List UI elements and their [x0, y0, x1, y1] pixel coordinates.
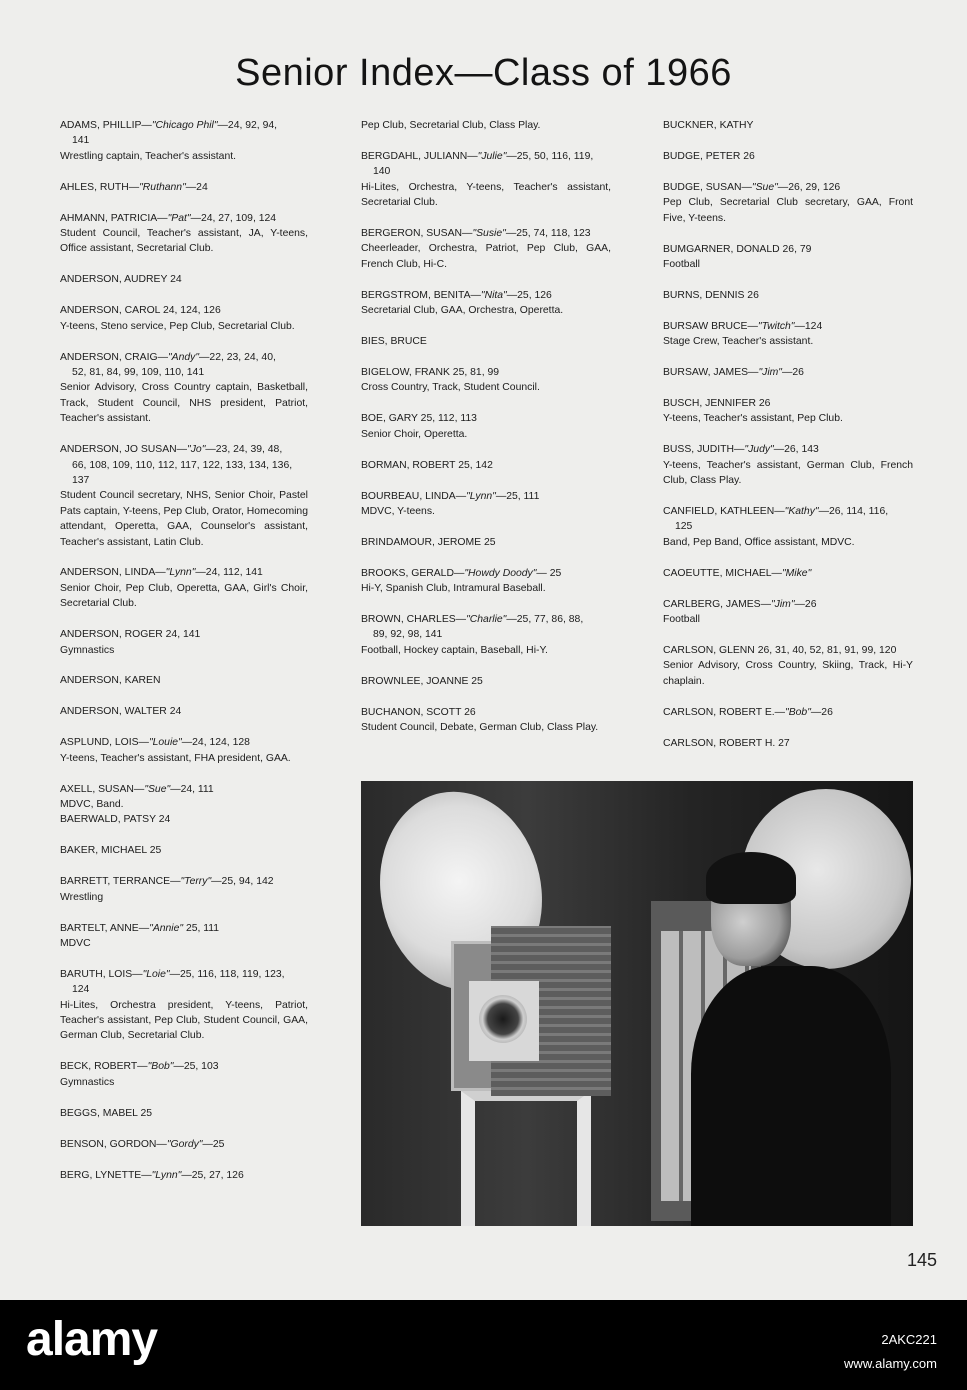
entry-nickname: "Kathy" — [784, 506, 819, 517]
index-entry — [361, 118, 611, 133]
entry-activities: Student Council secretary, NHS, Senior Choir, Pastel Pats captain, Y-teens, Pep Club, Orator, Homecoming attendant, Operetta, GAA, Counselor's assistant, Teacher's assistant, Latin Club. — [60, 490, 308, 548]
entry-activities: Wrestling captain, Teacher's assistant. — [60, 150, 237, 162]
index-entry — [60, 442, 308, 550]
entry-nickname: "Chicago Phil" — [151, 120, 218, 131]
index-entry — [663, 396, 913, 427]
entry-name-text: BROOKS, GERALD— — [361, 567, 465, 579]
entry-pages: —24, 27, 109, 124 — [190, 212, 277, 224]
entry-name-text: BROWN, CHARLES— — [361, 614, 467, 626]
entry-pages: —124 — [794, 320, 823, 332]
entry-pages: —25, 27, 126 — [181, 1169, 244, 1181]
entry-name-text: BARTELT, ANNE— — [60, 922, 150, 934]
index-entry — [60, 180, 308, 195]
entry-name — [60, 1059, 308, 1074]
entry-nickname: "Bob" — [785, 706, 811, 718]
entry-name: BAERWALD, PATSY 24 — [60, 814, 171, 826]
entry-name — [663, 396, 913, 411]
entry-name — [361, 674, 611, 689]
entry-name — [60, 442, 308, 457]
entry-name-text: AHLES, RUTH— — [60, 181, 140, 193]
index-entry — [60, 673, 308, 688]
entry-name-text: BENSON, GORDON— — [60, 1138, 167, 1150]
entry-activities: Senior Choir, Operetta. — [361, 428, 468, 440]
entry-pages: —25, 74, 118, 123 — [505, 228, 591, 240]
entry-pages-cont: 52, 81, 84, 99, 109, 110, 141 — [72, 366, 205, 378]
entry-nickname: "Bob" — [147, 1061, 174, 1073]
entry-name-text: AXELL, SUSAN— — [60, 783, 145, 795]
entry-activities: Pep Club, Secretarial Club secretary, GAA, Front Five, Y-teens. — [663, 197, 913, 224]
entry-name-text: BUMGARNER, DONALD 26, 79 — [663, 243, 812, 255]
entry-activities: MDVC — [60, 937, 91, 949]
entry-name-text: BURSAW BRUCE— — [663, 320, 758, 332]
entry-name — [663, 566, 913, 581]
entry-name — [60, 272, 308, 287]
entry-pages-cont: 140 — [373, 166, 391, 178]
photo-student-hair — [706, 852, 796, 904]
entry-name-text: ANDERSON, CRAIG— — [60, 351, 168, 363]
entry-name-text: ANDERSON, CAROL 24, 124, 126 — [60, 305, 221, 317]
entry-activities: Y-teens, Teacher's assistant, Pep Club. — [663, 413, 843, 425]
entry-name — [60, 1106, 308, 1121]
entry-pages: —25, 111 — [495, 490, 540, 502]
entry-name-text: ANDERSON, LINDA— — [60, 567, 166, 579]
entry-nickname: "Loie" — [142, 968, 170, 980]
entry-name-text: CARLSON, GLENN 26, 31, 40, 52, 81, 91, 99, 120 — [663, 644, 897, 656]
entry-activities: Hi-Lites, Orchestra, Y-teens, Teacher's assistant, Secretarial Club. — [361, 181, 611, 209]
entry-activities: Senior Choir, Pep Club, Operetta, GAA, Girl's Choir, Secretarial Club. — [60, 582, 308, 610]
entry-name-text: BUCKNER, KATHY — [663, 120, 754, 131]
entry-name-text: CARLBERG, JAMES— — [663, 598, 771, 610]
entry-pages: 25, 111 — [183, 922, 220, 934]
entry-pages: — 25 — [536, 567, 562, 579]
entry-name — [60, 627, 308, 642]
entry-nickname: "Charlie" — [466, 614, 507, 626]
entry-name — [361, 411, 611, 426]
entry-pages-cont: 124 — [72, 984, 90, 996]
page-number: 145 — [906, 1250, 937, 1270]
index-entry — [361, 334, 611, 349]
entry-pages: —26, 143 — [773, 444, 819, 456]
entry-nickname: "Nita" — [480, 289, 507, 301]
index-entry — [60, 843, 308, 858]
index-entry — [60, 565, 308, 611]
index-entry — [663, 597, 913, 628]
index-entry — [663, 365, 913, 380]
index-entry — [663, 736, 913, 751]
entry-name — [361, 489, 611, 504]
entry-name — [663, 242, 913, 257]
entry-activities: Football — [663, 258, 700, 270]
index-entry — [60, 874, 308, 905]
entry-name — [361, 288, 611, 303]
entry-name-text: BUDGE, SUSAN— — [663, 181, 752, 193]
entry-activities: Y-teens, Teacher's assistant, FHA president, GAA. — [60, 752, 291, 764]
entry-pages: —25, 116, 118, 119, 123, — [169, 968, 285, 980]
index-entry — [361, 411, 611, 442]
entry-name-text: CARLSON, ROBERT E.— — [663, 706, 786, 718]
index-entry — [60, 272, 308, 287]
entry-activities: Hi-Y, Spanish Club, Intramural Baseball. — [361, 583, 546, 595]
index-entry — [60, 350, 308, 427]
entry-pages: —26 — [782, 367, 804, 379]
index-entry — [663, 180, 913, 226]
index-column-2 — [361, 118, 611, 751]
entry-name — [361, 566, 611, 581]
entry-pages-cont: 66, 108, 109, 110, 112, 117, 122, 133, 134, 136, 137 — [72, 459, 293, 486]
entry-name — [60, 211, 308, 226]
entry-name-text: CARLSON, ROBERT H. 27 — [663, 737, 790, 749]
entry-name — [361, 705, 611, 720]
entry-name-text: BARRETT, TERRANCE— — [60, 876, 181, 888]
index-entry — [60, 1137, 308, 1152]
entry-name — [361, 365, 611, 380]
entry-name-text: BURSAW, JAMES— — [663, 367, 759, 379]
entry-name-text: BORMAN, ROBERT 25, 142 — [361, 459, 493, 471]
entry-name — [60, 874, 308, 889]
photo-camera-stand — [461, 1091, 591, 1226]
entry-name — [60, 180, 308, 195]
entry-pages: —25, 103 — [173, 1061, 219, 1073]
entry-name — [361, 535, 611, 550]
entry-activities: Gymnastics — [60, 644, 115, 656]
index-column-3 — [663, 118, 913, 766]
entry-name-text: BERG, LYNETTE— — [60, 1169, 152, 1181]
index-entry — [60, 735, 308, 766]
entry-pages: —23, 24, 39, 48, — [205, 444, 283, 456]
entry-name — [361, 612, 611, 627]
entry-pages: —26, 114, 116, — [818, 506, 889, 517]
entry-name — [663, 442, 913, 457]
entry-name-text: ASPLUND, LOIS— — [60, 737, 149, 749]
entry-activities: Student Council, Teacher's assistant, JA, Y-teens, Office assistant, Secretarial Club. — [60, 228, 308, 255]
entry-activities: Football — [663, 614, 700, 626]
entry-name — [60, 118, 308, 133]
entry-name — [663, 118, 913, 133]
entry-nickname: "Lynn" — [466, 490, 496, 502]
index-entry — [60, 118, 308, 164]
entry-name — [663, 736, 913, 751]
entry-name — [361, 226, 611, 241]
entry-name — [663, 705, 913, 720]
entry-nickname: "Pat" — [167, 212, 191, 224]
entry-name-text: BRINDAMOUR, JEROME 25 — [361, 536, 496, 548]
entry-activities: Y-teens, Steno service, Pep Club, Secretarial Club. — [60, 320, 295, 332]
entry-name — [663, 597, 913, 612]
entry-nickname: "Judy" — [744, 444, 774, 456]
entry-pages: —25, 126 — [506, 289, 552, 301]
entry-name-text: BIGELOW, FRANK 25, 81, 99 — [361, 366, 500, 378]
entry-name — [60, 967, 308, 982]
index-entry — [663, 504, 913, 550]
index-entry — [60, 627, 308, 658]
entry-pages: —26 — [810, 706, 833, 718]
index-entry — [361, 226, 611, 272]
index-entry — [60, 303, 308, 334]
index-entry — [663, 705, 913, 720]
entry-nickname: "Jim" — [770, 598, 795, 610]
entry-activities: Wrestling — [60, 891, 104, 903]
entry-name — [60, 921, 308, 936]
entry-nickname: "Gordy" — [166, 1138, 203, 1150]
index-entry — [663, 242, 913, 273]
entry-pages: —25, 94, 142 — [211, 876, 274, 888]
entry-pages: —24 — [185, 181, 208, 193]
index-entry — [663, 288, 913, 303]
entry-pages: —22, 23, 24, 40, — [199, 351, 276, 363]
watermark-logo: alamy — [26, 1313, 158, 1366]
photo-student — [691, 856, 891, 1226]
entry-activities: MDVC, Y-teens. — [361, 505, 435, 517]
index-entry — [361, 489, 611, 520]
entry-name-text: ANDERSON, WALTER 24 — [60, 706, 182, 718]
index-entry — [361, 612, 611, 658]
entry-name — [60, 704, 308, 719]
index-entry — [361, 365, 611, 396]
index-entry — [361, 674, 611, 689]
entry-name — [663, 319, 913, 334]
photo-camera-lens — [479, 995, 527, 1043]
entry-nickname: "Andy" — [167, 351, 200, 363]
watermark-url: www.alamy.com — [844, 1356, 937, 1371]
entry-name — [60, 673, 308, 688]
entry-nickname: "Lynn" — [151, 1169, 182, 1181]
entry-name — [663, 504, 913, 519]
entry-nickname: "Mike" — [781, 567, 812, 579]
index-entry — [361, 288, 611, 319]
index-entry — [361, 535, 611, 550]
entry-pages-cont: 89, 92, 98, 141 — [373, 629, 443, 641]
entry-name-text: BERGSTROM, BENITA— — [361, 289, 481, 301]
entry-pages: —26 — [794, 598, 817, 610]
index-entry — [60, 1168, 308, 1183]
entry-nickname: "Twitch" — [757, 320, 795, 332]
entry-nickname: "Annie" — [149, 922, 184, 934]
index-entry — [60, 967, 308, 1044]
index-entry — [663, 149, 913, 164]
entry-activities: Football, Hockey captain, Baseball, Hi-Y. — [361, 644, 548, 656]
entry-name-text: ANDERSON, AUDREY 24 — [60, 274, 182, 286]
entry-activities: Student Council, Debate, German Club, Class Play. — [361, 722, 599, 734]
entry-name-text: AHMANN, PATRICIA— — [60, 212, 168, 224]
entry-activities: Gymnastics — [60, 1076, 115, 1088]
entry-nickname: "Howdy Doody" — [464, 567, 537, 579]
entry-activities: Senior Advisory, Cross Country captain, Basketball, Track, Student Council, NHS president, Patriot, Teacher's assistant. — [60, 382, 308, 425]
entry-name — [60, 782, 308, 797]
entry-name — [60, 1137, 308, 1152]
entry-name-text: BROWNLEE, JOANNE 25 — [361, 675, 483, 687]
entry-pages-cont: 125 — [675, 521, 693, 533]
entry-name — [361, 458, 611, 473]
entry-pages-cont: 141 — [72, 135, 90, 147]
entry-name-text: BOURBEAU, LINDA— — [361, 490, 467, 502]
entry-name-text: BERGDAHL, JULIANN— — [361, 150, 478, 162]
entry-name — [663, 643, 913, 658]
entry-name-text: BUSS, JUDITH— — [663, 444, 745, 456]
entry-name — [60, 735, 308, 750]
photo-student-body — [691, 966, 891, 1226]
entry-activities: Cheerleader, Orchestra, Patriot, Pep Club, GAA, French Club, Hi-C. — [361, 243, 611, 270]
index-entry — [60, 782, 308, 828]
entry-name — [60, 1168, 308, 1183]
entry-name-text: BERGERON, SUSAN— — [361, 228, 473, 240]
entry-nickname: "Jim" — [758, 367, 782, 379]
entry-name-text: BUSCH, JENNIFER 26 — [663, 397, 771, 409]
entry-activities: Pep Club, Secretarial Club, Class Play. — [361, 120, 541, 131]
entry-name-text: BIES, BRUCE — [361, 336, 427, 348]
entry-name — [361, 149, 611, 164]
index-entry — [60, 921, 308, 952]
index-entry — [663, 643, 913, 689]
entry-nickname: "Ruthann" — [139, 181, 186, 193]
entry-name — [60, 350, 308, 365]
entry-nickname: "Julie" — [477, 150, 507, 162]
page-title: Senior Index—Class of 1966 — [235, 52, 732, 94]
entry-nickname: "Lynn" — [165, 567, 196, 579]
entry-pages: —24, 112, 141 — [195, 567, 263, 579]
studio-camera-photo — [361, 781, 913, 1226]
entry-name-text: BURNS, DENNIS 26 — [663, 289, 759, 301]
index-entry — [663, 442, 913, 488]
index-entry — [663, 319, 913, 350]
entry-name-text: ANDERSON, JO SUSAN— — [60, 444, 188, 456]
entry-nickname: "Sue" — [144, 783, 171, 795]
entry-activities: Senior Advisory, Cross Country, Skiing, Track, Hi-Y chaplain. — [663, 660, 913, 687]
entry-name-text: BUDGE, PETER 26 — [663, 150, 755, 162]
entry-nickname: "Jo" — [187, 444, 206, 456]
entry-pages: —24, 111 — [170, 783, 214, 795]
index-entry — [60, 1059, 308, 1090]
entry-name-text: ANDERSON, ROGER 24, 141 — [60, 629, 201, 641]
entry-pages: —26, 29, 126 — [777, 181, 841, 193]
entry-pages: —25 — [202, 1138, 225, 1150]
entry-name — [60, 565, 308, 580]
entry-name-text: BARUTH, LOIS— — [60, 968, 143, 980]
entry-nickname: "Terry" — [180, 876, 212, 888]
entry-pages: —24, 92, 94, — [217, 120, 278, 131]
entry-name — [663, 365, 913, 380]
index-entry — [60, 211, 308, 257]
entry-pages: —25, 50, 116, 119, — [506, 150, 594, 162]
entry-name-text: ANDERSON, KAREN — [60, 675, 161, 687]
entry-activities: Hi-Lites, Orchestra president, Y-teens, Patriot, Teacher's assistant, Pep Club, Student Council, GAA, German Club, Secretarial Club. — [60, 999, 308, 1042]
entry-activities: Stage Crew, Teacher's assistant. — [663, 336, 814, 348]
index-entry — [60, 1106, 308, 1121]
entry-nickname: "Susie" — [472, 228, 506, 240]
entry-pages: —25, 77, 86, 88, — [506, 614, 584, 626]
entry-name-text: CAOEUTTE, MICHAEL— — [663, 567, 782, 579]
entry-name-text: BEGGS, MABEL 25 — [60, 1107, 153, 1119]
image-id: 2AKC221 — [881, 1332, 937, 1347]
entry-activities: Cross Country, Track, Student Council. — [361, 382, 540, 394]
entry-name-text: BUCHANON, SCOTT 26 — [361, 706, 476, 718]
entry-activities: Band, Pep Band, Office assistant, MDVC. — [663, 536, 855, 548]
entry-activities: Secretarial Club, GAA, Orchestra, Operetta. — [361, 305, 564, 317]
entry-activities: MDVC, Band. — [60, 799, 124, 810]
entry-name-text: BOE, GARY 25, 112, 113 — [361, 413, 477, 425]
entry-pages: —24, 124, 128 — [181, 737, 250, 749]
entry-name — [663, 180, 913, 195]
entry-name — [361, 334, 611, 349]
index-column-1 — [60, 118, 308, 1198]
entry-name — [663, 288, 913, 303]
index-entry — [663, 118, 913, 133]
index-entry — [361, 458, 611, 473]
entry-name — [60, 843, 308, 858]
entry-name-text: BECK, ROBERT— — [60, 1061, 148, 1073]
entry-activities: Y-teens, Teacher's assistant, German Club, French Club, Class Play. — [663, 459, 913, 487]
entry-name — [663, 149, 913, 164]
index-entry — [663, 566, 913, 581]
entry-name — [60, 303, 308, 318]
entry-name-text: CANFIELD, KATHLEEN— — [663, 506, 785, 517]
index-entry — [361, 705, 611, 736]
index-entry — [60, 704, 308, 719]
entry-nickname: "Louie" — [148, 737, 182, 749]
entry-nickname: "Sue" — [751, 181, 778, 193]
index-entry — [361, 566, 611, 597]
index-entry — [361, 149, 611, 211]
entry-name-text: BAKER, MICHAEL 25 — [60, 845, 162, 857]
entry-name-text: ADAMS, PHILLIP— — [60, 120, 152, 131]
